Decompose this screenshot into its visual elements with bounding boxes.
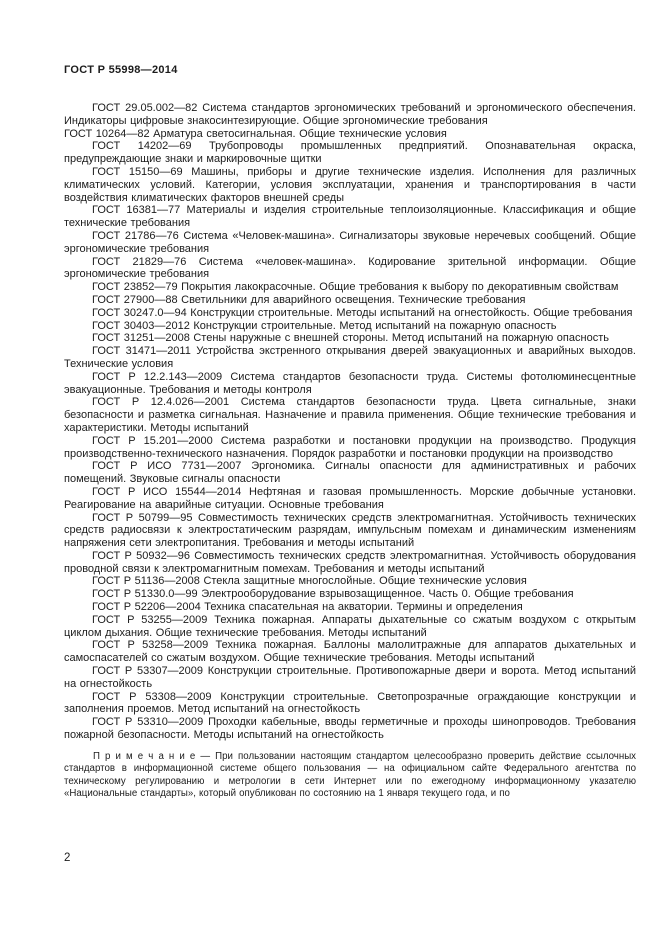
note-text: — При пользовании настоящим стандартом целесообразно проверить действие ссылочных стандартов в информационной системе общего пользования — на официальном сайте Федерального агентства по техническому регулированию и метрологии в сети Интернет или по ежегодному информационному указателю «Национальные стандарты», который опубликован по состоянию на 1 января текущего года, и по xyxy=(64,750,637,800)
reference-entry: ГОСТ 10264—82 Арматура светосигнальная. Общие технические условия xyxy=(64,127,447,140)
reference-entry: ГОСТ Р 53308—2009 Конструкции строительные. Светопрозрачные ограждающие конструкции и заполнения проемов. Метод испытаний на огнестойкость xyxy=(64,690,636,716)
reference-entry: ГОСТ 14202—69 Трубопроводы промышленных предприятий. Опознавательная окраска, предупреждающие знаки и маркировочные щитки xyxy=(64,140,636,166)
reference-entry: ГОСТ Р 12.4.026—2001 Система стандартов безопасности труда. Цвета сигнальные, знаки безопасности и разметка сигнальная. Назначение и правила применения. Общие технические требования и характеристики. Методы испытаний xyxy=(64,396,636,434)
reference-entry: ГОСТ Р ИСО 15544—2014 Нефтяная и газовая промышленность. Морские добычные установки. Реагирование на аварийные ситуации. Основные требования xyxy=(64,485,636,511)
reference-entry: ГОСТ Р 15.201—2000 Система разработки и постановки продукции на производство. Продукция производственно-технического назначения. Порядок разработки и постановки продукции на производство xyxy=(64,434,636,460)
reference-entry: ГОСТ 21786—76 Система «Человек-машина». Сигнализаторы звуковые неречевых сообщений. Общие эргономические требования xyxy=(64,229,636,255)
reference-entry: ГОСТ Р 51330.0—99 Электрооборудование взрывозащищенное. Часть 0. Общие требования xyxy=(92,588,574,601)
reference-entry: ГОСТ 29.05.002—82 Система стандартов эргономических требований и эргономического обеспечения. Индикаторы цифровые знакосинтезирующие. Общие эргономические требования xyxy=(64,102,636,127)
reference-entry: ГОСТ 30403—2012 Конструкции строительные. Метод испытаний на пожарную опасность xyxy=(92,319,557,332)
reference-entry: ГОСТ 31471—2011 Устройства экстренного открывания дверей эвакуационных и аварийных выходов. Технические условия xyxy=(64,345,636,370)
references-list xyxy=(64,102,636,742)
note-paragraph xyxy=(64,751,636,801)
note-label: П р и м е ч а н и е xyxy=(93,750,196,762)
document-code-header: ГОСТ Р 55998—2014 xyxy=(64,64,178,76)
document-body xyxy=(64,102,636,800)
reference-entry: ГОСТ Р ИСО 7731—2007 Эргономика. Сигналы опасности для административных и рабочих помещений. Звуковые сигналы опасности xyxy=(64,460,636,486)
page-number: 2 xyxy=(64,852,71,864)
reference-entry: ГОСТ Р 53307—2009 Конструкции строительные. Противопожарные двери и ворота. Метод испытаний на огнестойкость xyxy=(64,665,636,690)
reference-entry: ГОСТ Р 52206—2004 Техника спасательная на акватории. Термины и определения xyxy=(92,601,523,614)
reference-entry: ГОСТ Р 53255—2009 Техника пожарная. Аппараты дыхательные со сжатым воздухом с открытым циклом дыхания. Общие технические требования. Методы испытаний xyxy=(64,613,636,639)
reference-entry: ГОСТ 16381—77 Материалы и изделия строительные теплоизоляционные. Классификация и общие технические требования xyxy=(64,204,636,230)
reference-entry: ГОСТ 23852—79 Покрытия лакокрасочные. Общие требования к выбору по декоративным свойствам xyxy=(92,281,619,294)
reference-entry: ГОСТ Р 53310—2009 Проходки кабельные, вводы герметичные и проходы шинопроводов. Требования пожарной безопасности. Методы испытаний на огнестойкость xyxy=(64,716,636,742)
reference-entry: ГОСТ Р 51136—2008 Стекла защитные многослойные. Общие технические условия xyxy=(92,575,527,588)
reference-entry: ГОСТ 15150—69 Машины, приборы и другие технические изделия. Исполнения для различных климатических условий. Категории, условия эксплуатации, хранения и транспортирования в части воздействия климатических факторов внешней среды xyxy=(64,165,636,204)
reference-entry: ГОСТ Р 12.2.143—2009 Система стандартов безопасности труда. Системы фотолюминесцентные эвакуационные. Требования и методы контроля xyxy=(64,370,636,396)
reference-entry: ГОСТ Р 53258—2009 Техника пожарная. Баллоны малолитражные для аппаратов дыхательных и самоспасателей со сжатым воздухом. Общие технические требования. Методы испытаний xyxy=(64,639,636,665)
reference-entry: ГОСТ Р 50932—96 Совместимость технических средств электромагнитная. Устойчивость оборудования проводной связи к электромагнитным помехам. Требования и методы испытаний xyxy=(64,549,636,575)
reference-entry: ГОСТ Р 50799—95 Совместимость технических средств электромагнитная. Устойчивость технических средств радиосвязи к электростатическим разрядам, импульсным помехам и динамическим изменениям напряжения сети электропитания. Требования и методы испытаний xyxy=(64,511,636,550)
reference-entry: ГОСТ 30247.0—94 Конструкции строительные. Методы испытаний на огнестойкость. Общие требования xyxy=(92,306,633,319)
reference-entry: ГОСТ 21829—76 Система «человек-машина». Кодирование зрительной информации. Общие эргономические требования xyxy=(64,255,636,281)
reference-entry: ГОСТ 31251—2008 Стены наружные с внешней стороны. Метод испытаний на пожарную опасность xyxy=(92,332,609,345)
reference-entry: ГОСТ 27900—88 Светильники для аварийного освещения. Технические требования xyxy=(92,293,526,306)
